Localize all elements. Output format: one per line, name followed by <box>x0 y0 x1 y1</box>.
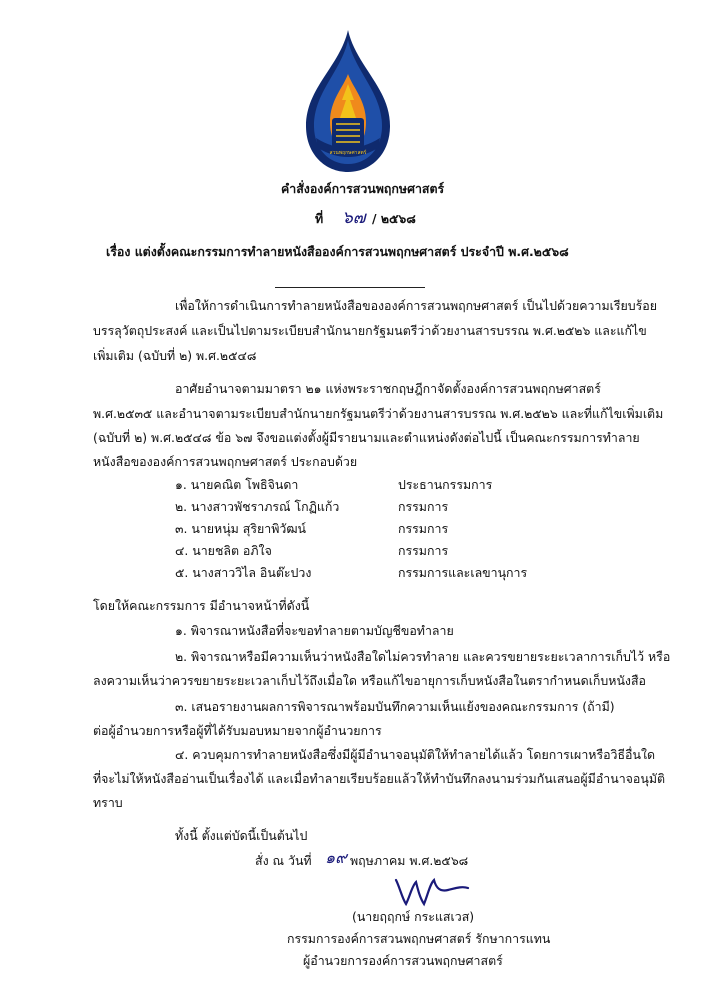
date-suffix: พฤษภาคม พ.ศ.๒๕๖๘ <box>350 853 469 868</box>
member-role: กรรมการ <box>398 521 449 536</box>
signature-mark <box>392 874 472 908</box>
signer-position-1: กรรมการองค์การสวนพฤกษศาสตร์ รักษาการแทน <box>287 931 551 946</box>
signer-position-2: ผู้อำนวยการองค์การสวนพฤกษศาสตร์ <box>303 953 503 968</box>
date-prefix: สั่ง ณ วันที่ <box>255 853 312 868</box>
logo-text: สวนพฤกษศาสตร์ <box>329 150 367 156</box>
document-title: คำสั่งองค์การสวนพฤกษศาสตร์ <box>281 181 445 196</box>
duty-2-line-1: ๒. พิจารณาหรือมีความเห็นว่าหนังสือใดไม่ควรทำลาย และควรขยายระยะเวลาการเก็บไว้ หรือ <box>175 649 671 664</box>
member-name: ๑. นายคณิต โพธิจินดา <box>175 477 299 492</box>
subject-line: เรื่อง แต่งตั้งคณะกรรมการทำลายหนังสือองค์การสวนพฤกษศาสตร์ ประจำปี พ.ศ.๒๕๖๘ <box>106 244 569 259</box>
p2-line-3: (ฉบับที่ ๒) พ.ศ.๒๕๔๘ ข้อ ๖๗ จึงขอแต่งตั้งผู้มีรายนามและตำแหน่งดังต่อไปนี้ เป็นคณะกรรมการทำลาย <box>93 430 640 445</box>
duty-1: ๑. พิจารณาหนังสือที่จะขอทำลายตามบัญชีขอทำลาย <box>175 623 454 638</box>
p1-line-3: เพิ่มเติม (ฉบับที่ ๒) พ.ศ.๒๕๔๘ <box>93 348 257 363</box>
duty-3-line-1: ๓. เสนอรายงานผลการพิจารณาพร้อมบันทึกความเห็นแย้งของคณะกรรมการ (ถ้ามี) <box>175 699 615 714</box>
member-role: กรรมการและเลขานุการ <box>398 565 528 580</box>
signer-name: (นายฤฤกษ์ กระแสเวส) <box>352 909 475 924</box>
p1-line-1: เพื่อให้การดำเนินการทำลายหนังสือขององค์การสวนพฤกษศาสตร์ เป็นไปด้วยความเรียบร้อย <box>175 298 657 313</box>
duty-4-line-3: ทราบ <box>93 795 123 810</box>
member-name: ๓. นายหนุ่ม สุริยาพิวัฒน์ <box>175 521 307 536</box>
number-suffix: / ๒๕๖๘ <box>372 211 416 226</box>
duties-intro: โดยให้คณะกรรมการ มีอำนาจหน้าที่ดังนี้ <box>93 598 310 613</box>
duty-4-line-1: ๔. ควบคุมการทำลายหนังสือซึ่งมีผู้มีอำนาจอนุมัติให้ทำลายได้แล้ว โดยการเผาหรือวิธีอื่นใด <box>175 747 656 762</box>
member-role: ประธานกรรมการ <box>398 477 493 492</box>
date-day-handwritten: ๑๙ <box>325 848 347 867</box>
member-name: ๔. นายชลิต อภิใจ <box>175 543 272 558</box>
member-role: กรรมการ <box>398 499 449 514</box>
organization-logo <box>298 26 398 176</box>
p1-line-2: บรรลุวัตถุประสงค์ และเป็นไปตามระเบียบสำนักนายกรัฐมนตรีว่าด้วยงานสารบรรณ พ.ศ.๒๕๒๖ และแก้ไข <box>93 323 647 338</box>
p2-line-1: อาศัยอำนาจตามมาตรา ๒๑ แห่งพระราชกฤษฎีกาจัดตั้งองค์การสวนพฤกษศาสตร์ <box>175 381 601 396</box>
p2-line-2: พ.ศ.๒๕๓๕ และอำนาจตามระเบียบสำนักนายกรัฐมนตรีว่าด้วยงานสารบรรณ พ.ศ.๒๕๒๖ และที่แก้ไขเพิ่มเติม <box>93 406 664 421</box>
number-handwritten: ๖๗ <box>342 208 366 228</box>
duty-4-line-2: ที่จะไม่ให้หนังสืออ่านเป็นเรื่องได้ และเมื่อทำลายเรียบร้อยแล้วให้ทำบันทึกลงนามร่วมกันเสนอผู้มีอำนาจอนุมัติ <box>93 771 666 786</box>
duty-3-line-2: ต่อผู้อำนวยการหรือผู้ที่ได้รับมอบหมายจากผู้อำนวยการ <box>93 723 382 738</box>
effective-clause: ทั้งนี้ ตั้งแต่บัดนี้เป็นต้นไป <box>175 828 308 843</box>
member-name: ๒. นางสาวพัชราภรณ์ โกฏิแก้ว <box>175 499 340 514</box>
p2-line-4: หนังสือขององค์การสวนพฤกษศาสตร์ ประกอบด้วย <box>93 454 358 469</box>
duty-2-line-2: ลงความเห็นว่าควรขยายระยะเวลาเก็บไว้ถึงเมื่อใด หรือแก้ไขอายุการเก็บหนังสือในตรากำหนดเก็บหนังสือ <box>93 673 646 688</box>
header-divider <box>275 287 425 288</box>
member-name: ๕. นางสาววิไล อินต๊ะปวง <box>175 565 312 580</box>
number-prefix: ที่ <box>315 211 324 226</box>
member-role: กรรมการ <box>398 543 449 558</box>
